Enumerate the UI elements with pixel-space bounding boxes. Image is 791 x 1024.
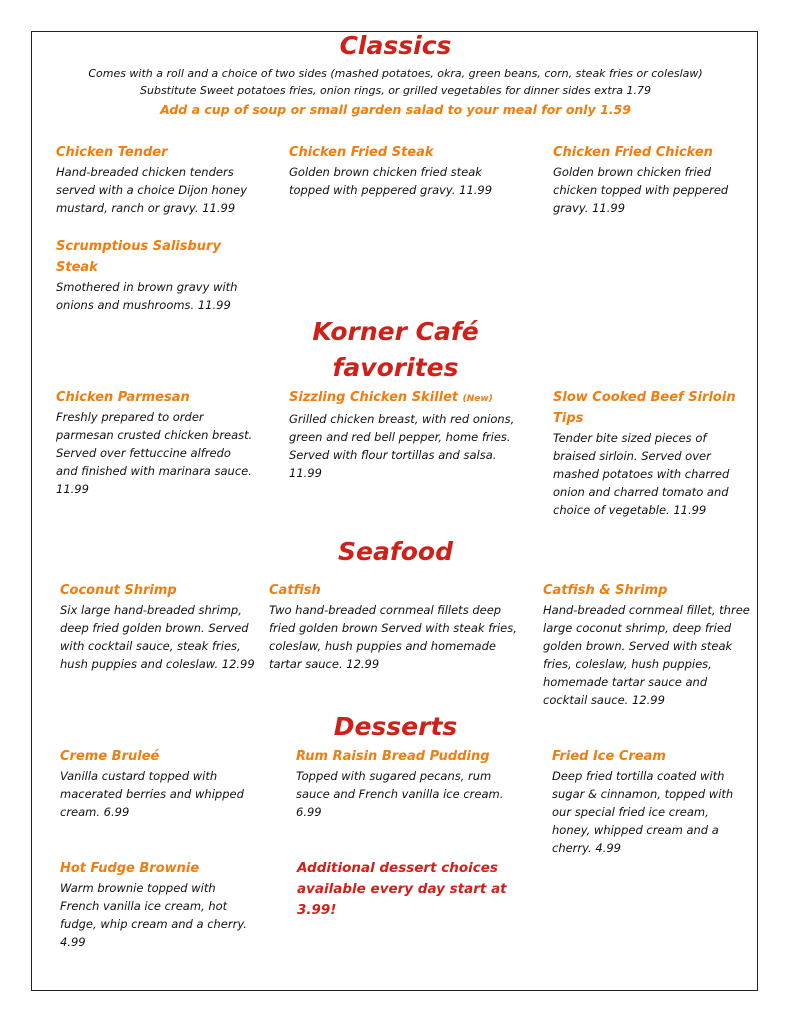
item-description: Warm brownie topped with French vanilla ice cream, hot fudge, whip cream and a cherry. 4.99 (60, 881, 247, 949)
item-title: Chicken Parmesan (56, 390, 190, 405)
menu-item-chicken-fried-steak (289, 142, 509, 199)
item-title: Chicken Fried Steak (289, 145, 434, 160)
item-description: Topped with sugared pecans, rum sauce and French vanilla ice cream. 6.99 (296, 769, 504, 819)
item-title: Chicken Tender (56, 145, 168, 160)
item-title: Slow Cooked Beef Sirloin Tips (553, 390, 736, 426)
item-description: Smothered in brown gravy with onions and mushrooms. 11.99 (56, 280, 238, 312)
item-title: Chicken Fried Chicken (553, 145, 713, 160)
item-description: Tender bite sized pieces of braised sirloin. Served over mashed potatoes with charred onion and charred tomato and choice of vegetable. 11.99 (553, 431, 730, 517)
menu-item-salisbury-steak (56, 236, 256, 314)
classics-promo: Add a cup of soup or small garden salad to your meal for only 1.59 (160, 102, 631, 117)
new-tag: (New) (462, 394, 493, 404)
item-description: Grilled chicken breast, with red onions, green and red bell pepper, home fries. Served with flour tortillas and salsa. 11.99 (289, 412, 515, 480)
item-description: Two hand-breaded cornmeal fillets deep fried golden brown Served with steak fries, coleslaw, hush puppies and homemade tartar sauce. 12.99 (269, 603, 517, 671)
classics-intro-line1: Comes with a roll and a choice of two sides (mashed potatoes, okra, green beans, corn, steak fries or coleslaw) (88, 67, 703, 80)
additional-desserts-note: Additional dessert choices available every day start at 3.99! (297, 860, 507, 918)
item-description: Hand-breaded chicken tenders served with a choice Dijon honey mustard, ranch or gravy. 11.99 (56, 165, 248, 215)
menu-item-coconut-shrimp (60, 580, 255, 673)
favorites-heading-line1: Korner Café (312, 317, 479, 346)
item-title: Hot Fudge Brownie (60, 861, 200, 876)
menu-item-chicken-parmesan (56, 387, 256, 498)
item-title: Rum Raisin Bread Pudding (296, 749, 490, 764)
classics-heading: Classics (339, 31, 452, 60)
menu-item-chicken-tender (56, 142, 271, 217)
item-description: Vanilla custard topped with macerated berries and whipped cream. 6.99 (60, 769, 244, 819)
menu-item-creme-brulee (60, 746, 260, 821)
item-title (289, 387, 529, 410)
item-description: Freshly prepared to order parmesan crusted chicken breast. Served over fettuccine alfredo and finished with marinara sauce. 11.99 (56, 410, 253, 496)
item-description: Six large hand-breaded shrimp, deep fried golden brown. Served with cocktail sauce, steak fries, hush puppies and coleslaw. 12.99 (60, 603, 255, 671)
item-description: Golden brown chicken fried chicken topped with peppered gravy. 11.99 (553, 165, 729, 215)
item-description: Deep fried tortilla coated with sugar & cinnamon, topped with our special fried ice cream, honey, whipped cream and a cherry. 4.99 (552, 769, 734, 855)
desserts-heading: Desserts (333, 712, 458, 741)
menu-item-catfish-and-shrimp (543, 580, 753, 709)
menu-item-beef-sirloin-tips (553, 387, 748, 519)
classics-intro-line2: Substitute Sweet potatoes fries, onion rings, or grilled vegetables for dinner sides extra 1.79 (140, 84, 651, 97)
menu-item-rum-raisin-bread-pudding (296, 746, 511, 821)
item-title: Coconut Shrimp (60, 583, 177, 598)
item-title: Catfish (269, 583, 321, 598)
seafood-heading: Seafood (338, 537, 453, 566)
menu-item-hot-fudge-brownie (60, 858, 250, 951)
menu-item-catfish (269, 580, 521, 673)
item-title: Scrumptious Salisbury Steak (56, 239, 221, 275)
favorites-heading-line2: favorites (332, 353, 459, 382)
item-title: Creme Bruleé (60, 749, 160, 764)
item-description: Hand-breaded cornmeal fillet, three large coconut shrimp, deep fried golden brown. Served with steak fries, coleslaw, hush puppies, homemade tartar sauce and cocktail sauce. 12.99 (543, 603, 750, 707)
menu-item-chicken-fried-chicken (553, 142, 743, 217)
menu-item-sizzling-chicken-skillet (289, 387, 529, 482)
menu-item-fried-ice-cream (552, 746, 747, 857)
item-title: Fried Ice Cream (552, 749, 666, 764)
item-title-text: Sizzling Chicken Skillet (289, 390, 459, 405)
item-description: Golden brown chicken fried steak topped with peppered gravy. 11.99 (289, 165, 493, 197)
item-title: Catfish & Shrimp (543, 583, 668, 598)
